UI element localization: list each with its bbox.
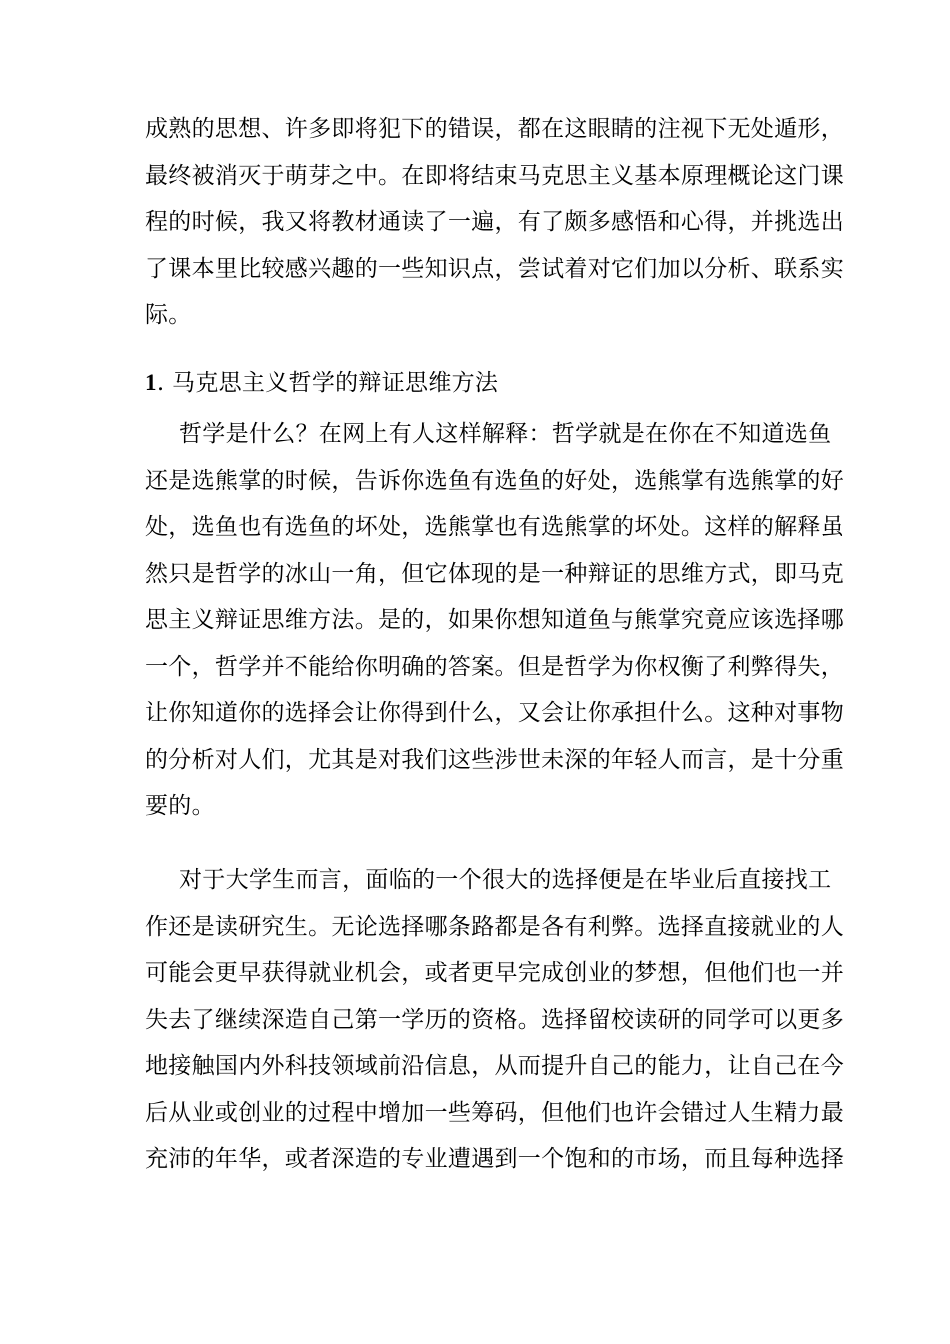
text-line: 最终被消灭于萌芽之中。在即将结束马克思主义基本原理概论这门课 xyxy=(145,162,844,189)
text-line: 一个，哲学并不能给你明确的答案。但是哲学为你权衡了利弊得失， xyxy=(145,653,844,680)
text-line: 可能会更早获得就业机会，或者更早完成创业的梦想，但他们也一并 xyxy=(145,960,844,986)
text-line: 作还是读研究生。无论选择哪条路都是各有利弊。选择直接就业的人 xyxy=(145,913,844,940)
text-line: 地接触国内外科技领域前沿信息，从而提升自己的能力，让自己在今 xyxy=(145,1053,844,1079)
heading-text: . 马克思主义哲学的辩证思维方法 xyxy=(156,370,499,396)
text-line: 成熟的思想、许多即将犯下的错误，都在这眼睛的注视下无处遁形， xyxy=(145,116,844,142)
section-heading xyxy=(145,360,810,407)
text-line: 对于大学生而言，面临的一个很大的选择便是在毕业后直接找工 xyxy=(179,867,832,893)
heading-number: 1 xyxy=(145,370,157,395)
text-line: 的分析对人们，尤其是对我们这些涉世未深的年轻人而言，是十分重 xyxy=(145,746,844,773)
paragraph-philosophy xyxy=(145,411,844,830)
text-line: 失去了继续深造自己第一学历的资格。选择留校读研的同学可以更多 xyxy=(145,1006,844,1033)
text-line: 思主义辩证思维方法。是的，如果你想知道鱼与熊掌究竟应该选择哪 xyxy=(145,607,844,633)
paragraph-intro xyxy=(145,106,844,339)
text-line: 处，选鱼也有选鱼的坏处，选熊掌也有选熊掌的坏处。这样的解释虽 xyxy=(145,514,844,540)
text-line: 还是选熊掌的时候，告诉你选鱼有选鱼的好处，选熊掌有选熊掌的好 xyxy=(145,467,844,494)
text-line: 哲学是什么？在网上有人这样解释：哲学就是在你在不知道选鱼 xyxy=(179,421,832,447)
text-line: 要的。 xyxy=(145,793,215,819)
text-line: 程的时候，我又将教材通读了一遍，有了颇多感悟和心得，并挑选出 xyxy=(145,209,844,235)
text-line: 后从业或创业的过程中增加一些筹码，但他们也许会错过人生精力最 xyxy=(145,1099,844,1126)
heading-line xyxy=(145,360,810,407)
text-line: 充沛的年华，或者深造的专业遭遇到一个饱和的市场，而且每种选择 xyxy=(145,1146,844,1172)
paragraph-students xyxy=(145,857,844,1183)
text-line: 然只是哲学的冰山一角，但它体现的是一种辩证的思维方式，即马克 xyxy=(145,560,844,587)
text-line: 了课本里比较感兴趣的一些知识点，尝试着对它们加以分析、联系实 xyxy=(145,255,844,282)
text-line: 让你知道你的选择会让你得到什么，又会让你承担什么。这种对事物 xyxy=(145,700,844,726)
text-line: 际。 xyxy=(145,302,192,328)
